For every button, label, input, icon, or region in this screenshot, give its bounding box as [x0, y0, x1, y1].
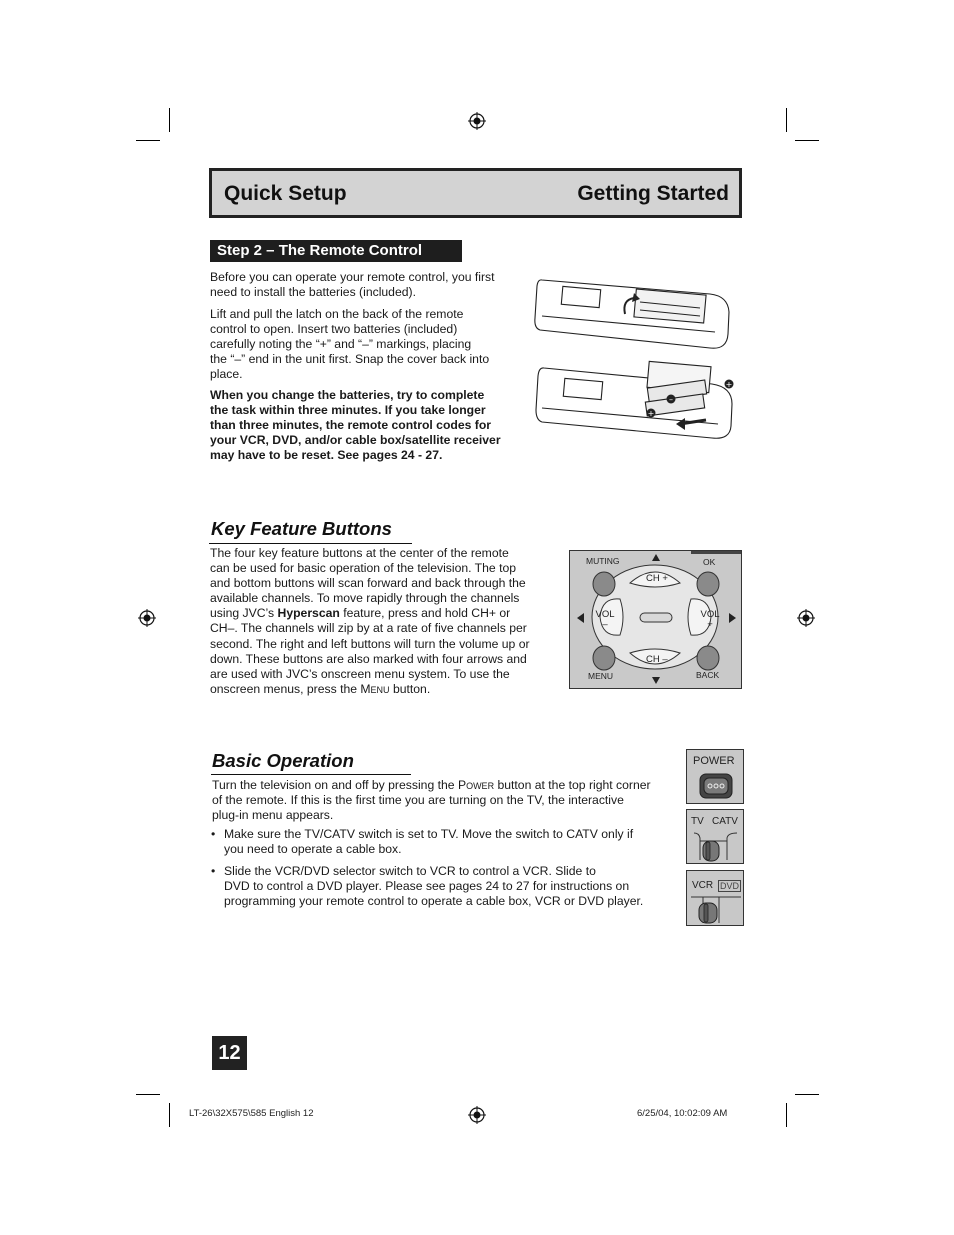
text-span: using JVC’s	[210, 606, 278, 621]
registration-mark-left	[138, 609, 156, 627]
vcr-label: VCR	[692, 880, 714, 891]
text-line: you need to operate a cable box.	[224, 842, 402, 857]
text-line: control to open. Insert two batteries (included)	[210, 322, 458, 337]
tv-label: TV	[691, 816, 704, 827]
footer-file-info: LT-26\32X575\585 English 12	[189, 1108, 314, 1119]
text-span: button.	[389, 681, 431, 696]
registration-mark-top	[468, 112, 486, 130]
text-line	[210, 606, 555, 621]
text-line: the task within three minutes. If you take longer	[210, 403, 486, 418]
crop-mark	[169, 108, 170, 132]
page-number: 12	[212, 1036, 247, 1070]
muting-label: MUTING	[586, 556, 620, 566]
catv-label: CATV	[712, 816, 738, 827]
key-features-paragraph	[210, 546, 555, 697]
remote-battery-illustration	[530, 272, 742, 442]
text-line: than three minutes, the remote control codes for	[210, 418, 492, 433]
basic-operation-title: Basic Operation	[212, 750, 354, 771]
key-features-rule	[209, 543, 412, 544]
key-buttons-diagram	[569, 550, 742, 689]
crop-mark	[786, 108, 787, 132]
text-line: DVD to control a DVD player. Please see pages 24 to 27 for instructions on	[224, 879, 630, 894]
step2-warning-paragraph	[210, 388, 520, 463]
text-line: are used with JVC’s onscreen menu system. To use the	[210, 666, 510, 681]
power-label: POWER	[693, 755, 735, 767]
power-term: Power	[457, 778, 495, 792]
text-line: need to install the batteries (included).	[210, 285, 416, 300]
crop-mark	[795, 1094, 819, 1095]
vol-right-text: VOL	[700, 609, 720, 620]
power-button-panel	[686, 749, 744, 804]
registration-mark-right	[797, 609, 815, 627]
text-line: can be used for basic operation of the television. The top	[210, 561, 517, 576]
svg-text:+: +	[647, 409, 655, 418]
vol-right-sign: +	[707, 619, 713, 630]
crop-mark	[786, 1103, 787, 1127]
text-line: and bottom buttons will scan forward and back through the	[210, 576, 526, 591]
text-line: may have to be reset. See pages 24 - 27.	[210, 448, 443, 463]
text-line: second. The right and left buttons will turn the volume up or	[210, 636, 530, 651]
footer-timestamp: 6/25/04, 10:02:09 AM	[637, 1108, 728, 1119]
svg-text:+: +	[725, 380, 733, 389]
header-right-title: Getting Started	[577, 182, 729, 205]
back-label: BACK	[696, 670, 720, 680]
crop-mark	[795, 140, 819, 141]
ok-label: OK	[703, 557, 716, 567]
bullet-vcr-dvd	[211, 864, 674, 909]
text-line: CH–. The channels will zip by at a rate of five channels per	[210, 621, 527, 636]
bullet-mark: •	[211, 864, 216, 878]
vcr-dvd-switch-panel	[686, 870, 744, 926]
step2-heading: Step 2 – The Remote Control	[210, 240, 462, 262]
vol-left-label	[595, 610, 615, 630]
text-span: button at the top right corner	[494, 778, 651, 792]
vol-right-label	[699, 610, 721, 630]
step2-intro-paragraph	[210, 270, 520, 300]
text-line: When you change the batteries, try to complete	[210, 388, 485, 402]
vcr-dvd-switch-icon	[689, 895, 743, 925]
text-line: the “–” end in the unit first. Snap the cover back into	[210, 352, 490, 367]
registration-mark-bottom	[468, 1106, 486, 1124]
vol-left-text: VOL	[595, 609, 615, 620]
menu-term: Menu	[360, 681, 390, 696]
bullet-mark: •	[211, 827, 216, 841]
text-line: your VCR, DVD, and/or cable box/satellite receiver	[210, 433, 501, 448]
text-line: of the remote. If this is the first time you are turning on the TV, the interactive	[212, 793, 624, 808]
power-button-icon	[699, 773, 733, 799]
text-line: available channels. To move rapidly through the channels	[210, 591, 520, 606]
text-line: Make sure the TV/CATV switch is set to TV. Move the switch to CATV only if	[224, 827, 634, 841]
text-line: plug-in menu appears.	[212, 808, 334, 823]
svg-text:–: –	[669, 395, 673, 404]
hyperscan-term: Hyperscan	[277, 606, 340, 621]
text-line: Before you can operate your remote control, you first	[210, 270, 495, 284]
text-line: Slide the VCR/DVD selector switch to VCR to control a VCR. Slide to	[224, 864, 596, 878]
vol-left-sign: –	[602, 619, 608, 630]
text-line	[212, 778, 677, 793]
text-line: The four key feature buttons at the center of the remote	[210, 546, 509, 560]
text-span: Turn the television on and off by pressing the	[212, 778, 458, 792]
text-span: onscreen menus, press the	[210, 681, 361, 696]
crop-mark	[169, 1103, 170, 1127]
dvd-label: DVD	[720, 881, 740, 891]
text-line: carefully noting the “+” and “–” markings, placing	[210, 337, 472, 352]
crop-mark	[136, 140, 160, 141]
ch-minus-label: CH –	[646, 654, 668, 665]
tv-catv-switch-panel	[686, 809, 744, 864]
page-header	[209, 168, 742, 218]
text-line: place.	[210, 367, 243, 382]
basic-operation-rule	[211, 774, 411, 775]
bullet-tv-catv	[211, 827, 674, 857]
text-line: Lift and pull the latch on the back of the remote	[210, 307, 464, 321]
text-line: down. These buttons are also marked with four arrows and	[210, 651, 527, 666]
header-left-title: Quick Setup	[224, 182, 347, 205]
text-line	[210, 682, 555, 697]
text-span: feature, press and hold CH+ or	[339, 606, 511, 621]
menu-label: MENU	[588, 671, 614, 681]
key-features-title: Key Feature Buttons	[211, 518, 392, 539]
tv-catv-switch-icon	[691, 830, 741, 862]
text-line: programming your remote control to operate a cable box, VCR or DVD player.	[224, 894, 644, 909]
crop-mark	[136, 1094, 160, 1095]
basic-operation-intro	[212, 778, 677, 823]
step2-instructions-paragraph	[210, 307, 520, 382]
ch-plus-label: CH +	[646, 573, 668, 584]
